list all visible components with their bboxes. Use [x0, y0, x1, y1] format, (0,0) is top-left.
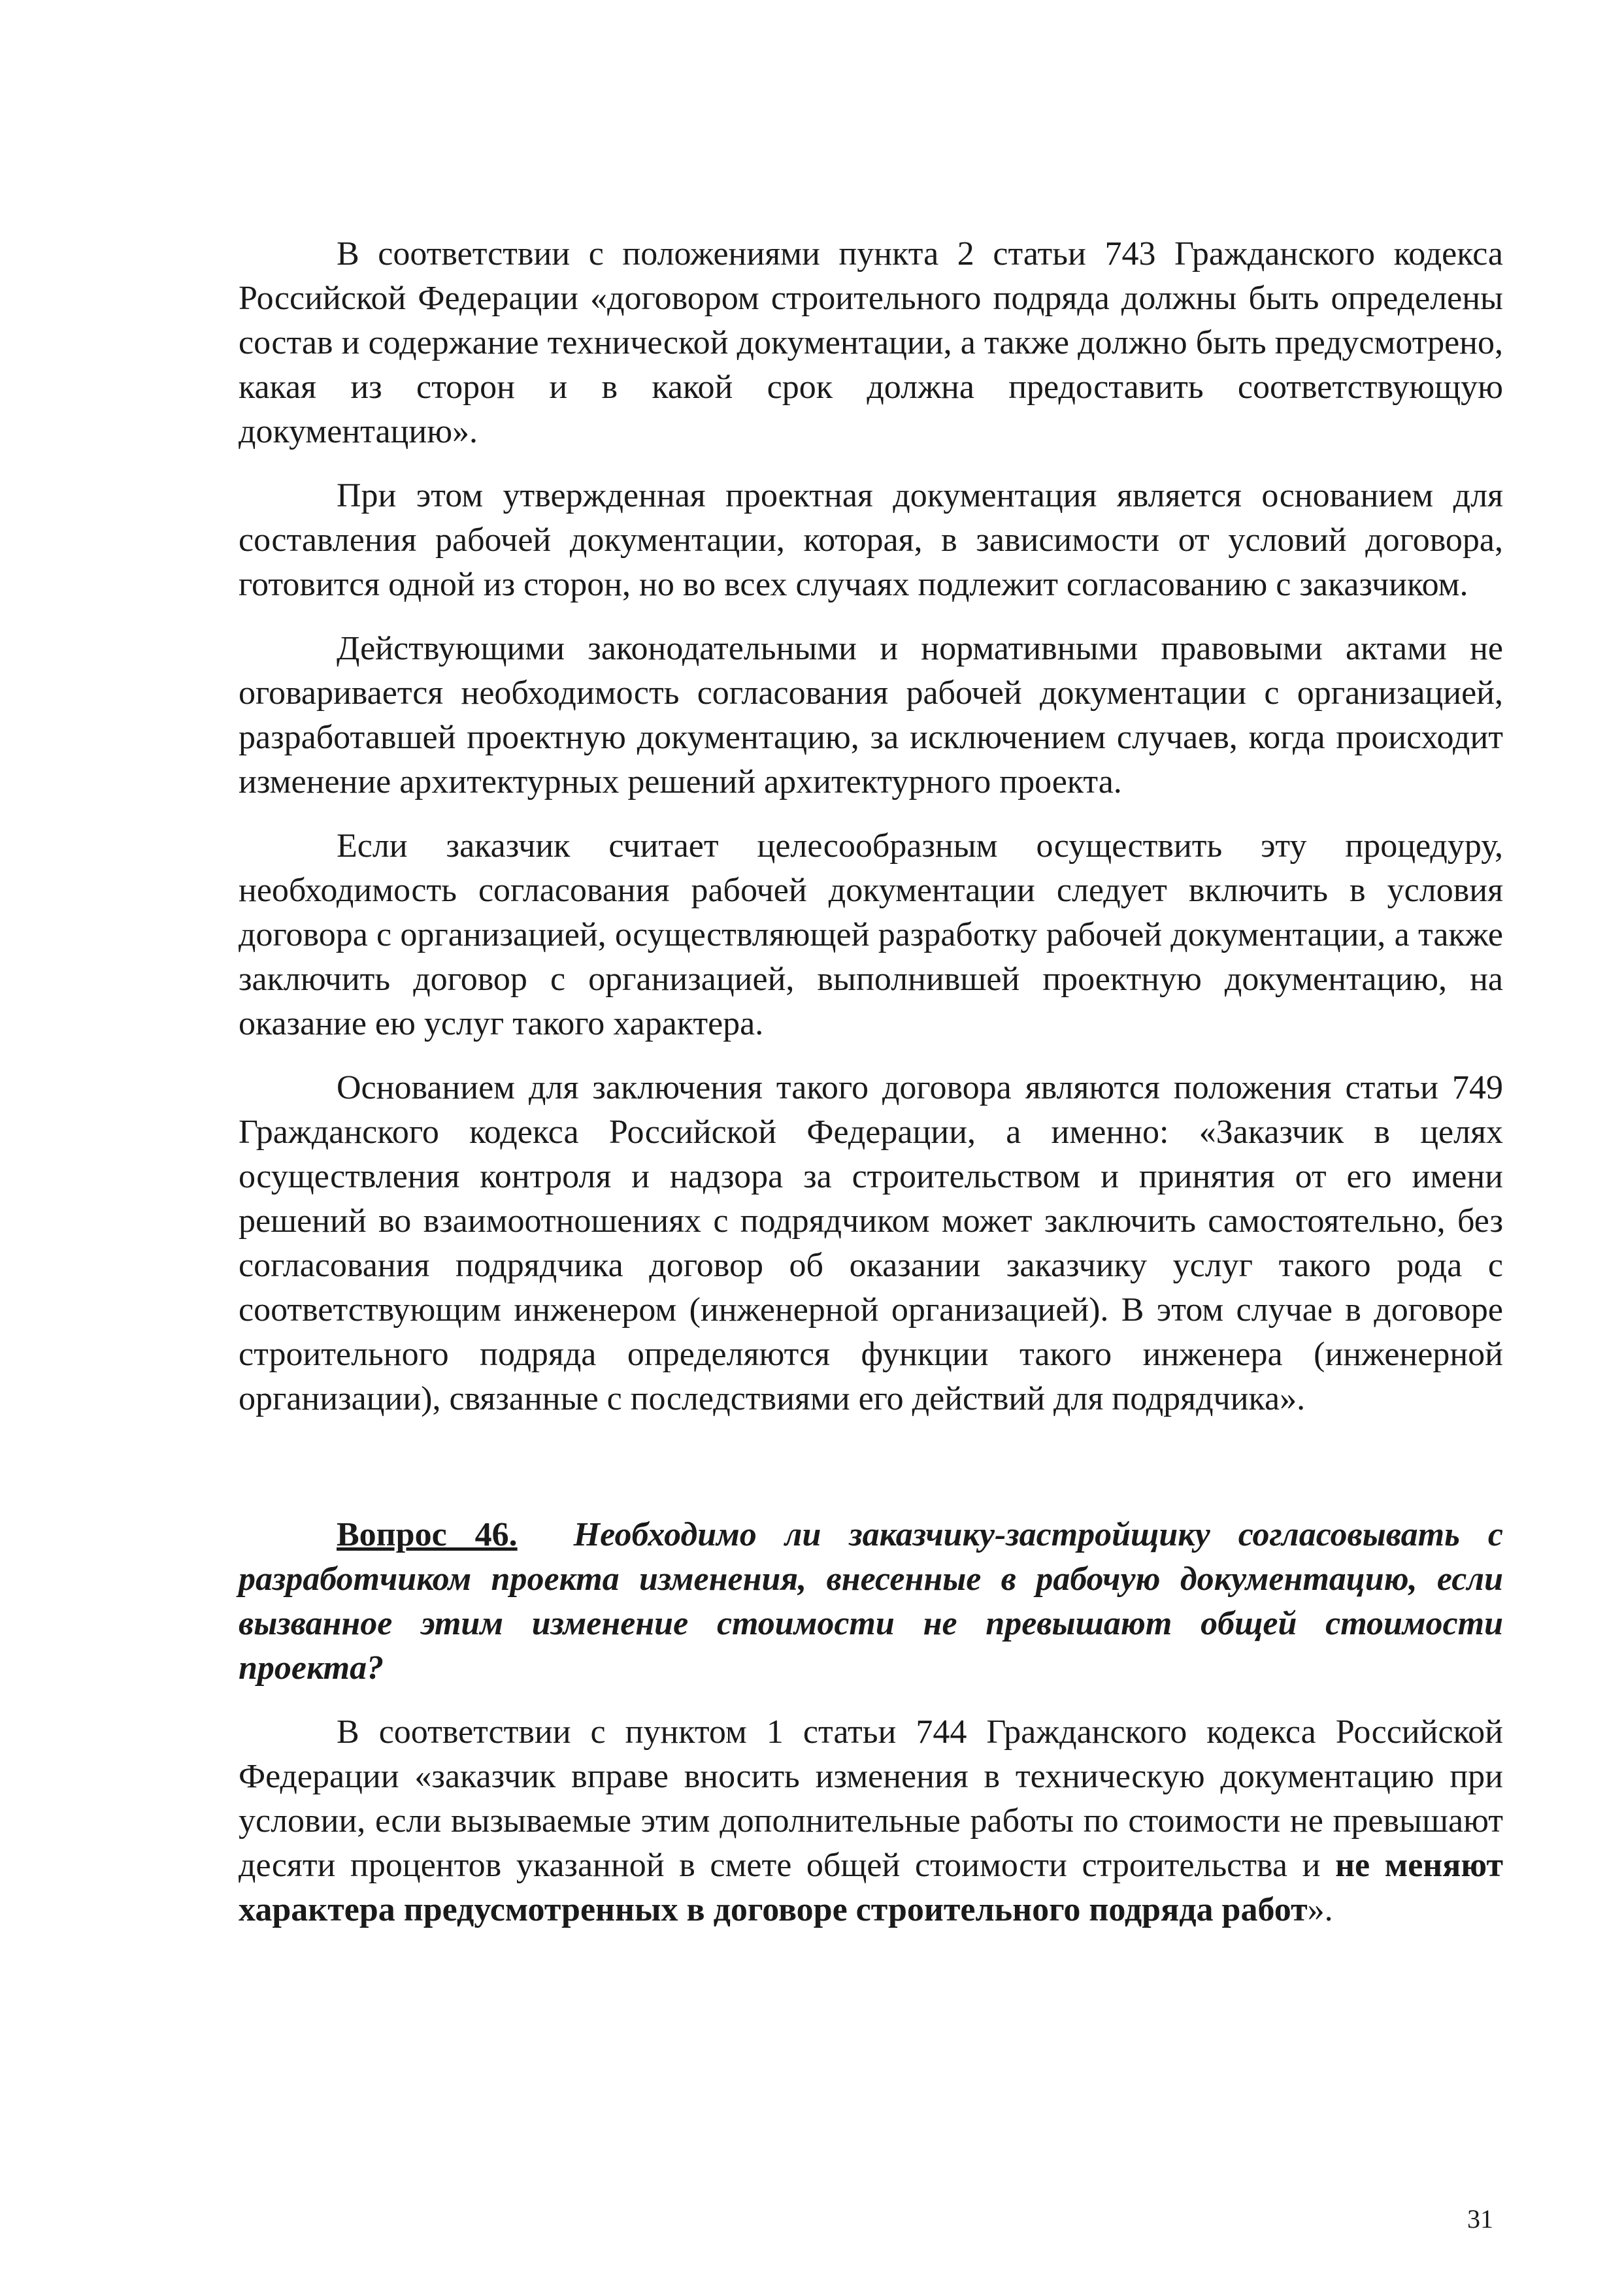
page-number: 31 — [1467, 2204, 1493, 2234]
paragraph-1: В соответствии с положениями пункта 2 статьи 743 Гражданского кодекса Российской Федерации «договором строительного подряда должны быть определены состав и содержание технической документации, а также должно быть предусмотрено, какая из сторон и в какой срок должна предоставить соответствующую документацию». — [239, 235, 1503, 450]
question-text: Необходимо ли заказчику-застройщику согласовывать с разработчиком проекта изменения, внесенные в рабочую документацию, если вызванное этим изменение стоимости не превышают общей стоимости проекта? — [239, 1516, 1503, 1687]
answer-text: В соответствии с пунктом 1 статьи 744 Гражданского кодекса Российской Федерации «заказчик вправе вносить изменения в техническую документацию при условии, если вызываемые этим дополнительные работы по стоимости не превышают десяти процентов указанной в смете общей стоимости строительства и — [239, 1713, 1503, 1884]
page-body — [239, 232, 1503, 1952]
answer-bold-text: не меняют характера предусмотренных в договоре строительного подряда работ — [239, 1847, 1503, 1928]
paragraph-4: Если заказчик считает целесообразным осуществить эту процедуру, необходимость согласования рабочей документации следует включить в условия договора с организацией, осуществляющей разработку рабочей документации, а также заключить договор с организацией, выполнившей проектную документацию, на оказание ею услуг такого характера. — [239, 827, 1503, 1042]
paragraph-5: Основанием для заключения такого договора являются положения статьи 749 Гражданского кодекса Российской Федерации, а именно: «Заказчик в целях осуществления контроля и надзора за строительством и принятия от его имени решений во взаимоотношениях с подрядчиком может заключить самостоятельно, без согласования подрядчика договор об оказании заказчику услуг такого рода с соответствующим инженером (инженерной организацией). В этом случае в договоре строительного подряда определяются функции такого инженера (инженерной организации), связанные с последствиями его действий для подрядчика». — [239, 1069, 1503, 1417]
question-heading — [239, 1513, 1503, 1691]
paragraph-2: При этом утвержденная проектная документация является основанием для составления рабочей документации, которая, в зависимости от условий договора, готовится одной из сторон, но во всех случаях подлежит согласованию с заказчиком. — [239, 477, 1503, 603]
paragraph-3: Действующими законодательными и нормативными правовыми актами не оговаривается необходимость согласования рабочей документации с организацией, разработавшей проектную документацию, за исключением случаев, когда происходит изменение архитектурных решений архитектурного проекта. — [239, 630, 1503, 801]
answer-paragraph — [239, 1710, 1503, 1932]
question-label: Вопрос 46. — [337, 1516, 518, 1553]
answer-end: ». — [1307, 1891, 1333, 1928]
